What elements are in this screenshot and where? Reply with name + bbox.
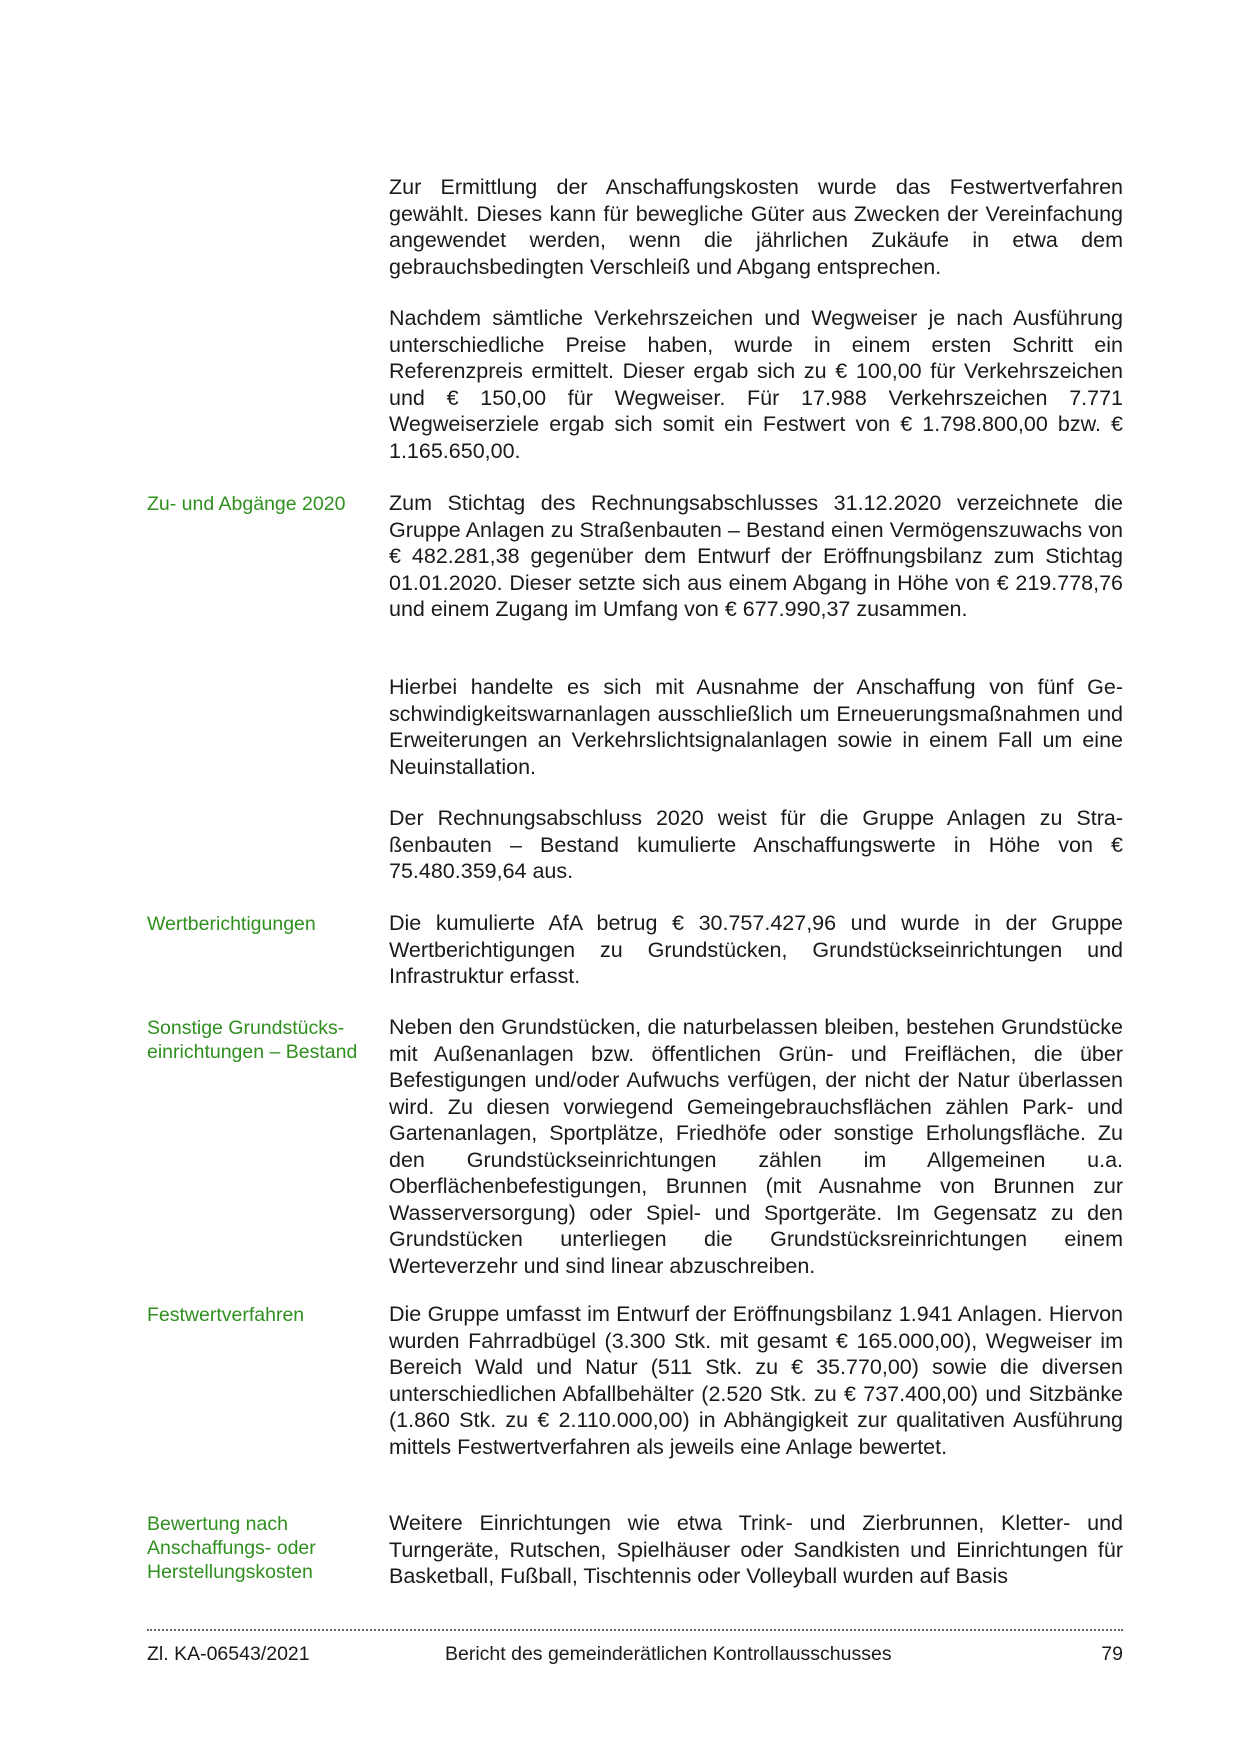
footer-reference: Zl. KA-06543/2021 xyxy=(147,1643,310,1665)
side-note-zu-abgaenge: Zu- und Abgänge 2020 xyxy=(147,493,346,515)
footer-divider xyxy=(147,1629,1123,1631)
paragraph-weitere-einrichtungen: Weitere Einrichtungen wie etwa Trink- und Zierbrunnen, Kletter- und Turngeräte, Rutschen, Spielhäuser oder Sandkisten und Einrichtungen für Basketball, Fußball, Tischtennis oder Volleyball wurden auf Basis xyxy=(389,1511,1123,1588)
paragraph-grundstuecke: Neben den Grundstücken, die naturbelassen bleiben, bestehen Grundstücke mit Außenanlagen bzw. öffentlichen Grün- und Freiflächen, die über Befestigungen und/oder Aufwuchs verfügen, der nicht der Natur überlassen wird. Zu diesen vorwiegend Gemeingebrauchsflächen zählen Park- und Gartenanlagen, Sportplätze, Friedhöfe oder sonstige Erholungsfläche. Zu den Grundstückseinrichtungen zählen im Allgemeinen u.a. Oberflächenbefestigungen, Brunnen (mit Ausnahme von Brunnen zur Wasserversorgung) oder Spiel- und Sportgeräte. Im Gegensatz zu den Grundstücken unterliegen die Grundstücksreinrichtungen einem Werteverzehr und sind linear abzuschreiben. xyxy=(389,1015,1123,1278)
footer-title: Bericht des gemeinderätlichen Kontrollausschusses xyxy=(445,1643,892,1665)
side-note-festwertverfahren: Festwertverfahren xyxy=(147,1304,305,1326)
paragraph-referenzpreis: Nachdem sämtliche Verkehrszeichen und Wegweiser je nach Ausführung unterschiedliche Preise haben, wurde in einem ersten Schritt ein Referenzpreis ermittelt. Dieser ergab sich zu € 100,00 für Verkehrszeichen und € 150,00 für Wegweiser. Für 17.988 Verkehrszeichen 7.771 Wegweiserziele ergab sich somit ein Festwert von € 1.798.800,00 bzw. € 1.165.650,00. xyxy=(389,306,1123,463)
side-note-sonstige-grundstueckseinrichtungen: Sonstige Grundstücks-einrichtungen – Bestand xyxy=(147,1017,358,1063)
paragraph-festwertverfahren-intro: Zur Ermittlung der Anschaffungskosten wurde das Festwertverfahren gewählt. Dieses kann für bewegliche Güter aus Zwecken der Vereinfachung angewendet werden, wenn die jährlichen Zukäufe in etwa dem gebrauchsbedingten Verschleiß und Abgang entsprechen. xyxy=(389,175,1123,279)
paragraph-gruppe-anlagen: Die Gruppe umfasst im Entwurf der Eröffnungsbilanz 1.941 Anlagen. Hiervon wurden Fahrradbügel (3.300 Stk. mit gesamt € 165.000,00), Wegweiser im Bereich Wald und Natur (511 Stk. zu € 35.770,00) sowie die diversen unterschiedlichen Abfallbehälter (2.520 Stk. zu € 737.400,00) und Sitzbänke (1.860 Stk. zu € 2.110.000,00) in Abhängigkeit zur qualitativen Ausführung mittels Festwertverfahren als jeweils eine Anlage bewertet. xyxy=(389,1302,1123,1459)
page-number: 79 xyxy=(1101,1643,1123,1665)
paragraph-anschaffungswerte: Der Rechnungsabschluss 2020 weist für die Gruppe Anlagen zu Straßenbauten – Bestand kumulierte Anschaffungswerte in Höhe von € 75.480.359,64 aus. xyxy=(389,806,1123,883)
paragraph-afa: Die kumulierte AfA betrug € 30.757.427,96 und wurde in der Gruppe Wertberichtigungen zu Grundstücken, Grundstückseinrichtungen und Infrastruktur erfasst. xyxy=(389,911,1123,988)
paragraph-erneuerungsmassnahmen: Hierbei handelte es sich mit Ausnahme der Anschaffung von fünf Geschwindigkeitswarnanlagen ausschließlich um Erneuerungsmaßnahmen und Erweiterungen an Verkehrslichtsignalanlagen sowie in einem Fall um eine Neuinstallation. xyxy=(389,675,1123,779)
side-note-wertberichtigungen: Wertberichtigungen xyxy=(147,913,316,935)
paragraph-vermoegenszuwachs: Zum Stichtag des Rechnungsabschlusses 31.12.2020 verzeichnete die Gruppe Anlagen zu Straßenbauten – Bestand einen Vermögenszuwachs von € 482.281,38 gegenüber dem Entwurf der Eröffnungsbilanz zum Stichtag 01.01.2020. Dieser setzte sich aus einem Abgang in Höhe von € 219.778,76 und einem Zugang im Umfang von € 677.990,37 zusammen. xyxy=(389,491,1123,621)
side-note-bewertung: Bewertung nach Anschaffungs- oder Herstellungskosten xyxy=(147,1513,316,1583)
